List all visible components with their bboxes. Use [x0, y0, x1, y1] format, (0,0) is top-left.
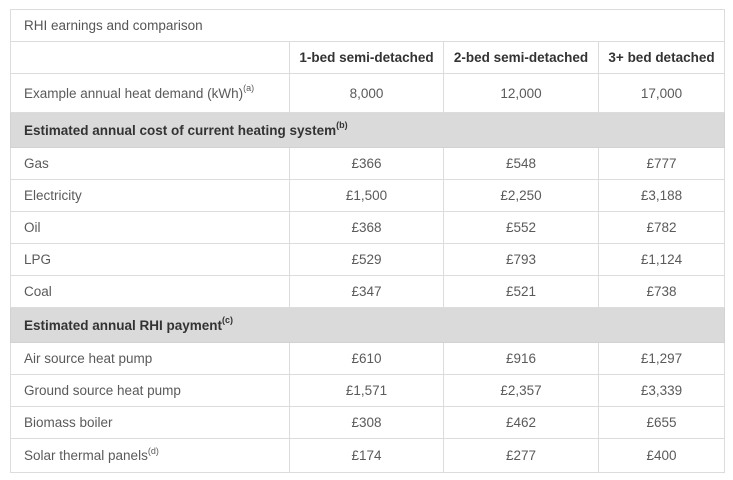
column-header-3bed: 3+ bed detached	[599, 42, 725, 74]
section-title	[11, 113, 725, 148]
rhi-table-container	[10, 9, 724, 473]
column-header-1bed: 1-bed semi-detached	[290, 42, 444, 74]
footnote-marker: (c)	[222, 315, 234, 325]
table-cell: £1,500	[290, 180, 444, 212]
table-row	[11, 343, 725, 375]
table-cell: £777	[599, 148, 725, 180]
rhi-earnings-table	[10, 9, 725, 473]
section-title	[11, 308, 725, 343]
table-cell: £1,297	[599, 343, 725, 375]
table-row	[11, 180, 725, 212]
table-cell: £2,357	[444, 375, 599, 407]
section-title-text: Estimated annual cost of current heating system	[24, 122, 337, 138]
table-cell: £366	[290, 148, 444, 180]
table-cell: £1,571	[290, 375, 444, 407]
table-cell: £308	[290, 407, 444, 439]
row-label: LPG	[11, 244, 290, 276]
table-row	[11, 407, 725, 439]
row-label-text: Solar thermal panels	[24, 448, 148, 463]
row-label	[11, 74, 290, 113]
table-cell: £610	[290, 343, 444, 375]
section-header-rhi	[11, 308, 725, 343]
column-header-empty	[11, 42, 290, 74]
column-header-row	[11, 42, 725, 74]
row-label: Oil	[11, 212, 290, 244]
table-row	[11, 244, 725, 276]
table-row	[11, 375, 725, 407]
row-label: Ground source heat pump	[11, 375, 290, 407]
column-header-2bed: 2-bed semi-detached	[444, 42, 599, 74]
row-label: Air source heat pump	[11, 343, 290, 375]
row-label: Biomass boiler	[11, 407, 290, 439]
table-cell: 12,000	[444, 74, 599, 113]
table-cell: £174	[290, 439, 444, 473]
row-label: Electricity	[11, 180, 290, 212]
table-cell: £782	[599, 212, 725, 244]
footnote-marker: (a)	[243, 83, 255, 93]
table-cell: £1,124	[599, 244, 725, 276]
table-row	[11, 148, 725, 180]
table-cell: £552	[444, 212, 599, 244]
table-cell: 8,000	[290, 74, 444, 113]
table-caption: RHI earnings and comparison	[11, 10, 725, 42]
table-cell: £368	[290, 212, 444, 244]
table-cell: £738	[599, 276, 725, 308]
table-row	[11, 276, 725, 308]
section-header-cost	[11, 113, 725, 148]
table-cell: 17,000	[599, 74, 725, 113]
row-label	[11, 439, 290, 473]
table-cell: £3,339	[599, 375, 725, 407]
section-title-text: Estimated annual RHI payment	[24, 317, 223, 333]
footnote-marker: (d)	[147, 445, 159, 456]
table-cell: £3,188	[599, 180, 725, 212]
table-cell: £277	[444, 439, 599, 473]
table-row	[11, 212, 725, 244]
table-cell: £655	[599, 407, 725, 439]
row-label-text: Example annual heat demand (kWh)	[24, 85, 244, 101]
row-label: Gas	[11, 148, 290, 180]
table-row-solar-thermal	[11, 439, 725, 473]
table-cell: £400	[599, 439, 725, 473]
table-cell: £548	[444, 148, 599, 180]
table-cell: £2,250	[444, 180, 599, 212]
table-cell: £916	[444, 343, 599, 375]
footnote-marker: (b)	[336, 120, 348, 130]
row-label: Coal	[11, 276, 290, 308]
table-cell: £462	[444, 407, 599, 439]
table-cell: £521	[444, 276, 599, 308]
table-cell: £529	[290, 244, 444, 276]
table-cell: £347	[290, 276, 444, 308]
table-row-heat-demand	[11, 74, 725, 113]
table-caption-row	[11, 10, 725, 42]
table-cell: £793	[444, 244, 599, 276]
